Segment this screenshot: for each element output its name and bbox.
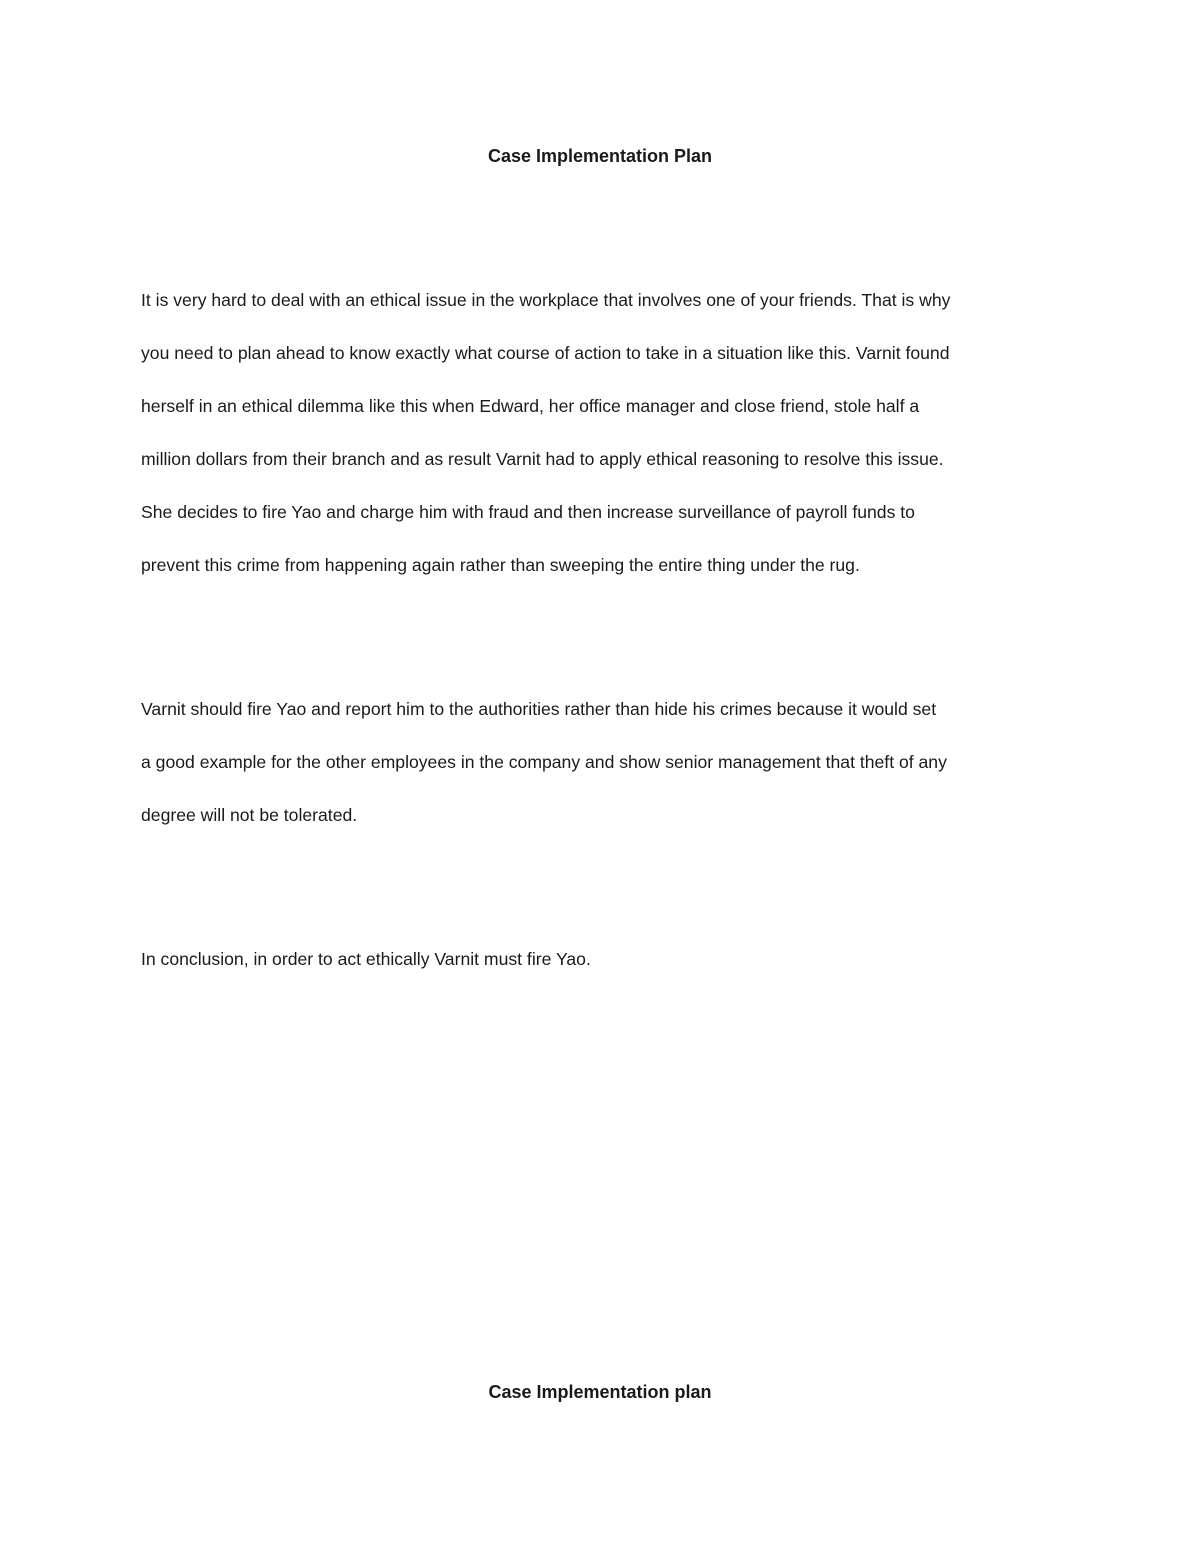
document-title: Case Implementation Plan	[487, 146, 713, 166]
text-line: In conclusion, in order to act ethically Varnit must fire Yao.	[141, 949, 591, 969]
text-line: herself in an ethical dilemma like this when Edward, her office manager and close friend, stole half a	[141, 396, 920, 416]
text-line: you need to plan ahead to know exactly what course of action to take in a situation like this. Varnit found	[141, 343, 950, 363]
text-line: a good example for the other employees in the company and show senior management that theft of any	[141, 752, 947, 772]
paragraph-argument	[141, 683, 1061, 842]
next-page-title: Case Implementation plan	[488, 1382, 712, 1402]
text-line: It is very hard to deal with an ethical issue in the workplace that involves one of your friends. That is why	[141, 290, 951, 310]
paragraph-conclusion	[141, 933, 1061, 986]
text-line: million dollars from their branch and as result Varnit had to apply ethical reasoning to resolve this issue.	[141, 449, 944, 469]
text-line: Varnit should fire Yao and report him to the authorities rather than hide his crimes because it would set	[141, 699, 937, 719]
paragraph-introduction	[141, 274, 1061, 592]
text-line: prevent this crime from happening again rather than sweeping the entire thing under the rug.	[141, 555, 860, 575]
text-line: She decides to fire Yao and charge him with fraud and then increase surveillance of payroll funds to	[141, 502, 915, 522]
text-line: degree will not be tolerated.	[141, 805, 358, 825]
